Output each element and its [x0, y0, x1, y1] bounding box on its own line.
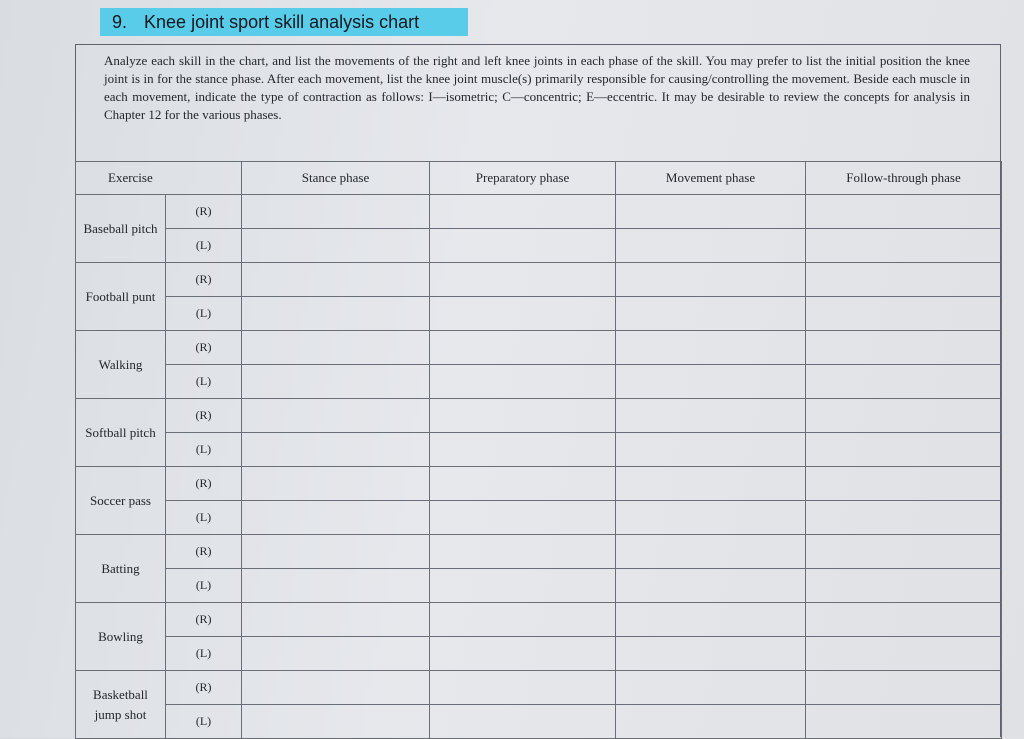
side-label-right: (R) — [166, 263, 242, 297]
preparatory-phase-cell[interactable] — [430, 229, 616, 263]
side-label-right: (R) — [166, 603, 242, 637]
preparatory-phase-cell[interactable] — [430, 501, 616, 535]
follow-through-phase-cell[interactable] — [806, 569, 1002, 603]
stance-phase-cell[interactable] — [242, 637, 430, 671]
stance-phase-cell[interactable] — [242, 297, 430, 331]
table-row — [76, 433, 1002, 467]
preparatory-phase-cell[interactable] — [430, 467, 616, 501]
exercise-name: Walking — [76, 331, 166, 399]
movement-phase-cell[interactable] — [616, 195, 806, 229]
follow-through-phase-cell[interactable] — [806, 399, 1002, 433]
table-row — [76, 705, 1002, 739]
chart-title: Knee joint sport skill analysis chart — [144, 12, 420, 32]
table-row — [76, 603, 1002, 637]
side-label-left: (L) — [166, 365, 242, 399]
side-label-right: (R) — [166, 535, 242, 569]
follow-through-phase-cell[interactable] — [806, 467, 1002, 501]
follow-through-phase-cell[interactable] — [806, 229, 1002, 263]
stance-phase-cell[interactable] — [242, 603, 430, 637]
side-label-left: (L) — [166, 433, 242, 467]
stance-phase-cell[interactable] — [242, 195, 430, 229]
follow-through-phase-cell[interactable] — [806, 705, 1002, 739]
exercise-name: Football punt — [76, 263, 166, 331]
stance-phase-cell[interactable] — [242, 365, 430, 399]
side-label-left: (L) — [166, 569, 242, 603]
preparatory-phase-cell[interactable] — [430, 637, 616, 671]
movement-phase-cell[interactable] — [616, 433, 806, 467]
movement-phase-cell[interactable] — [616, 263, 806, 297]
stance-phase-cell[interactable] — [242, 229, 430, 263]
stance-phase-cell[interactable] — [242, 399, 430, 433]
table-row — [76, 331, 1002, 365]
follow-through-phase-cell[interactable] — [806, 637, 1002, 671]
instructions-text: Analyze each skill in the chart, and list the movements of the right and left knee joints in each phase of the skill. You may prefer to list the initial position the knee joint is in for the stance phase. After each movement, list the knee joint muscle(s) primarily responsible for causing/controlling the movement. Beside each muscle in each movement, indicate the type of contraction as follows: I—isometric; C—concentric; E—eccentric. It may be desirable to review the concepts for analysis in Chapter 12 for the various phases. — [104, 53, 970, 122]
preparatory-phase-cell[interactable] — [430, 569, 616, 603]
side-label-left: (L) — [166, 297, 242, 331]
stance-phase-cell[interactable] — [242, 671, 430, 705]
preparatory-phase-cell[interactable] — [430, 365, 616, 399]
table-row — [76, 637, 1002, 671]
preparatory-phase-cell[interactable] — [430, 603, 616, 637]
movement-phase-cell[interactable] — [616, 535, 806, 569]
column-header-follow-through: Follow-through phase — [806, 162, 1002, 195]
table-row — [76, 501, 1002, 535]
movement-phase-cell[interactable] — [616, 229, 806, 263]
side-label-left: (L) — [166, 637, 242, 671]
preparatory-phase-cell[interactable] — [430, 331, 616, 365]
exercise-name: Soccer pass — [76, 467, 166, 535]
follow-through-phase-cell[interactable] — [806, 535, 1002, 569]
side-label-right: (R) — [166, 399, 242, 433]
side-label-right: (R) — [166, 467, 242, 501]
preparatory-phase-cell[interactable] — [430, 705, 616, 739]
table-row — [76, 535, 1002, 569]
preparatory-phase-cell[interactable] — [430, 263, 616, 297]
follow-through-phase-cell[interactable] — [806, 297, 1002, 331]
stance-phase-cell[interactable] — [242, 331, 430, 365]
side-label-right: (R) — [166, 331, 242, 365]
preparatory-phase-cell[interactable] — [430, 433, 616, 467]
stance-phase-cell[interactable] — [242, 569, 430, 603]
table-row — [76, 229, 1002, 263]
follow-through-phase-cell[interactable] — [806, 433, 1002, 467]
follow-through-phase-cell[interactable] — [806, 671, 1002, 705]
analysis-table — [75, 161, 1002, 739]
preparatory-phase-cell[interactable] — [430, 535, 616, 569]
movement-phase-cell[interactable] — [616, 705, 806, 739]
table-row — [76, 569, 1002, 603]
stance-phase-cell[interactable] — [242, 501, 430, 535]
side-label-left: (L) — [166, 229, 242, 263]
movement-phase-cell[interactable] — [616, 671, 806, 705]
exercise-name: Batting — [76, 535, 166, 603]
header-row — [76, 162, 1002, 195]
column-header-movement: Movement phase — [616, 162, 806, 195]
chart-heading — [100, 8, 468, 36]
column-header-preparatory: Preparatory phase — [430, 162, 616, 195]
table-row — [76, 263, 1002, 297]
column-header-stance: Stance phase — [242, 162, 430, 195]
follow-through-phase-cell[interactable] — [806, 195, 1002, 229]
follow-through-phase-cell[interactable] — [806, 603, 1002, 637]
movement-phase-cell[interactable] — [616, 467, 806, 501]
side-label-right: (R) — [166, 671, 242, 705]
movement-phase-cell[interactable] — [616, 637, 806, 671]
stance-phase-cell[interactable] — [242, 433, 430, 467]
stance-phase-cell[interactable] — [242, 263, 430, 297]
movement-phase-cell[interactable] — [616, 297, 806, 331]
exercise-name: Baseball pitch — [76, 195, 166, 263]
stance-phase-cell[interactable] — [242, 705, 430, 739]
table-body — [76, 195, 1002, 739]
follow-through-phase-cell[interactable] — [806, 365, 1002, 399]
preparatory-phase-cell[interactable] — [430, 297, 616, 331]
movement-phase-cell[interactable] — [616, 501, 806, 535]
table-row — [76, 467, 1002, 501]
table-row — [76, 671, 1002, 705]
movement-phase-cell[interactable] — [616, 331, 806, 365]
side-label-left: (L) — [166, 705, 242, 739]
table-row — [76, 365, 1002, 399]
preparatory-phase-cell[interactable] — [430, 671, 616, 705]
exercise-name: Softball pitch — [76, 399, 166, 467]
movement-phase-cell[interactable] — [616, 399, 806, 433]
movement-phase-cell[interactable] — [616, 365, 806, 399]
table-row — [76, 297, 1002, 331]
table-row — [76, 399, 1002, 433]
follow-through-phase-cell[interactable] — [806, 501, 1002, 535]
preparatory-phase-cell[interactable] — [430, 399, 616, 433]
exercise-name: Bowling — [76, 603, 166, 671]
question-number: 9. — [112, 12, 128, 32]
side-label-right: (R) — [166, 195, 242, 229]
column-header-exercise: Exercise — [76, 162, 242, 195]
stance-phase-cell[interactable] — [242, 535, 430, 569]
preparatory-phase-cell[interactable] — [430, 195, 616, 229]
movement-phase-cell[interactable] — [616, 569, 806, 603]
stance-phase-cell[interactable] — [242, 467, 430, 501]
table-row — [76, 195, 1002, 229]
side-label-left: (L) — [166, 501, 242, 535]
movement-phase-cell[interactable] — [616, 603, 806, 637]
exercise-name: Basketball jump shot — [76, 671, 166, 739]
follow-through-phase-cell[interactable] — [806, 331, 1002, 365]
follow-through-phase-cell[interactable] — [806, 263, 1002, 297]
